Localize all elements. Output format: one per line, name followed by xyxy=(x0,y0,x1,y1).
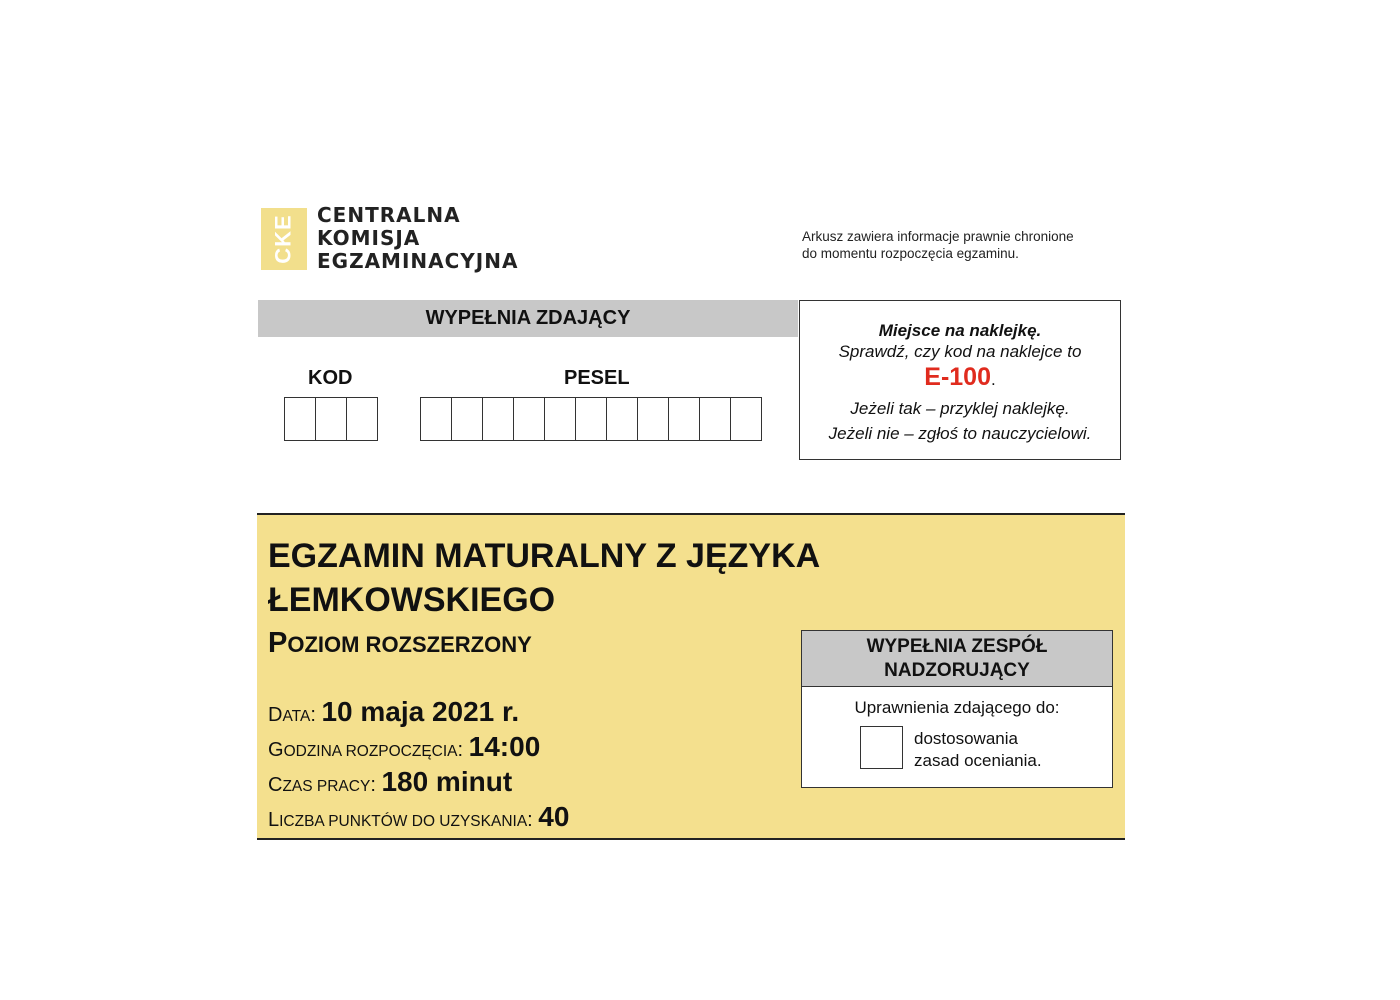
sticker-code: E-100 xyxy=(924,363,991,391)
pesel-digit-box[interactable] xyxy=(420,397,452,441)
pesel-digit-box[interactable] xyxy=(637,397,669,441)
duration-colon: : xyxy=(370,774,382,796)
cke-logo-mark xyxy=(261,208,307,270)
supervisors-box xyxy=(801,630,1113,788)
points-label-rest: ICZBA PUNKTÓW DO UZYSKANIA xyxy=(279,813,528,830)
exam-duration-value: 180 minut xyxy=(381,766,513,797)
points-colon: : xyxy=(527,809,539,831)
date-label-cap: D xyxy=(268,704,283,726)
pesel-label: PESEL xyxy=(564,367,630,389)
pesel-digit-box[interactable] xyxy=(699,397,731,441)
logo-line-2: KOMISJA xyxy=(317,226,421,250)
supervisors-header-line-2: NADZORUJĄCY xyxy=(884,659,1030,681)
logo-mark-text: CKE xyxy=(271,214,297,264)
exam-title-line-1: EGZAMIN MATURALNY Z JĘZYKA xyxy=(268,537,821,575)
pesel-digit-box[interactable] xyxy=(544,397,576,441)
start-colon: : xyxy=(457,739,469,761)
sticker-line-4: Jeżeli tak – przyklej naklejkę. xyxy=(850,399,1070,418)
sticker-code-suffix: . xyxy=(990,370,996,389)
exam-level-cap: P xyxy=(268,627,288,659)
entitlements-label: Uprawnienia zdającego do: xyxy=(854,698,1060,717)
pesel-digit-box[interactable] xyxy=(606,397,638,441)
entitlement-checkbox[interactable] xyxy=(860,726,903,769)
exam-title-line-2: ŁEMKOWSKIEGO xyxy=(268,581,556,619)
exam-level-rest: OZIOM ROZSZERZONY xyxy=(287,632,532,657)
exam-points-value: 40 xyxy=(538,801,570,832)
entitlement-option-line-1: dostosowania xyxy=(914,729,1018,748)
sticker-code-line xyxy=(800,363,1120,392)
supervisors-header xyxy=(802,631,1112,687)
pesel-digit-box[interactable] xyxy=(451,397,483,441)
exam-date-row xyxy=(268,696,519,728)
exam-date-value: 10 maja 2021 r. xyxy=(321,696,520,727)
sticker-line-1: Miejsce na naklejkę. xyxy=(878,321,1042,340)
entitlement-option-text xyxy=(914,728,1042,772)
pesel-digit-box[interactable] xyxy=(668,397,700,441)
pesel-digit-box[interactable] xyxy=(575,397,607,441)
sticker-placeholder-box xyxy=(799,300,1121,460)
cke-logo-text xyxy=(317,204,518,273)
exam-start-value: 14:00 xyxy=(468,731,541,762)
supervisors-header-line-1: WYPEŁNIA ZESPÓŁ xyxy=(866,635,1048,657)
exam-start-row xyxy=(268,731,540,763)
kod-label: KOD xyxy=(308,367,353,389)
candidate-section-header: WYPEŁNIA ZDAJĄCY xyxy=(258,300,798,337)
entitlement-option-line-2: zasad oceniania. xyxy=(914,751,1042,770)
pesel-input-boxes[interactable] xyxy=(420,397,761,441)
logo-line-1: CENTRALNA xyxy=(317,203,461,227)
kod-digit-box[interactable] xyxy=(315,397,347,441)
kod-digit-box[interactable] xyxy=(284,397,316,441)
exam-level xyxy=(268,627,532,660)
exam-duration-row xyxy=(268,766,512,798)
pesel-digit-box[interactable] xyxy=(482,397,514,441)
kod-digit-box[interactable] xyxy=(346,397,378,441)
duration-label-rest: ZAS PRACY xyxy=(282,778,371,795)
legal-notice-line-2: do momentu rozpoczęcia egzaminu. xyxy=(802,246,1019,261)
date-label-rest: ATA xyxy=(282,708,311,725)
exam-points-row xyxy=(268,801,569,833)
points-label-cap: L xyxy=(268,809,280,831)
legal-notice xyxy=(802,228,1074,262)
logo-line-3: EGZAMINACYJNA xyxy=(317,249,519,273)
sticker-line-2: Sprawdź, czy kod na naklejce to xyxy=(838,342,1082,361)
kod-input-boxes[interactable] xyxy=(284,397,377,441)
pesel-digit-box[interactable] xyxy=(730,397,762,441)
duration-label-cap: C xyxy=(268,774,283,796)
start-label-rest: ODZINA ROZPOCZĘCIA xyxy=(283,743,458,760)
pesel-digit-box[interactable] xyxy=(513,397,545,441)
sticker-line-5: Jeżeli nie – zgłoś to nauczycielowi. xyxy=(828,424,1092,443)
legal-notice-line-1: Arkusz zawiera informacje prawnie chronione xyxy=(802,229,1074,244)
date-colon: : xyxy=(310,704,322,726)
start-label-cap: G xyxy=(268,739,284,761)
exam-title xyxy=(268,534,820,622)
